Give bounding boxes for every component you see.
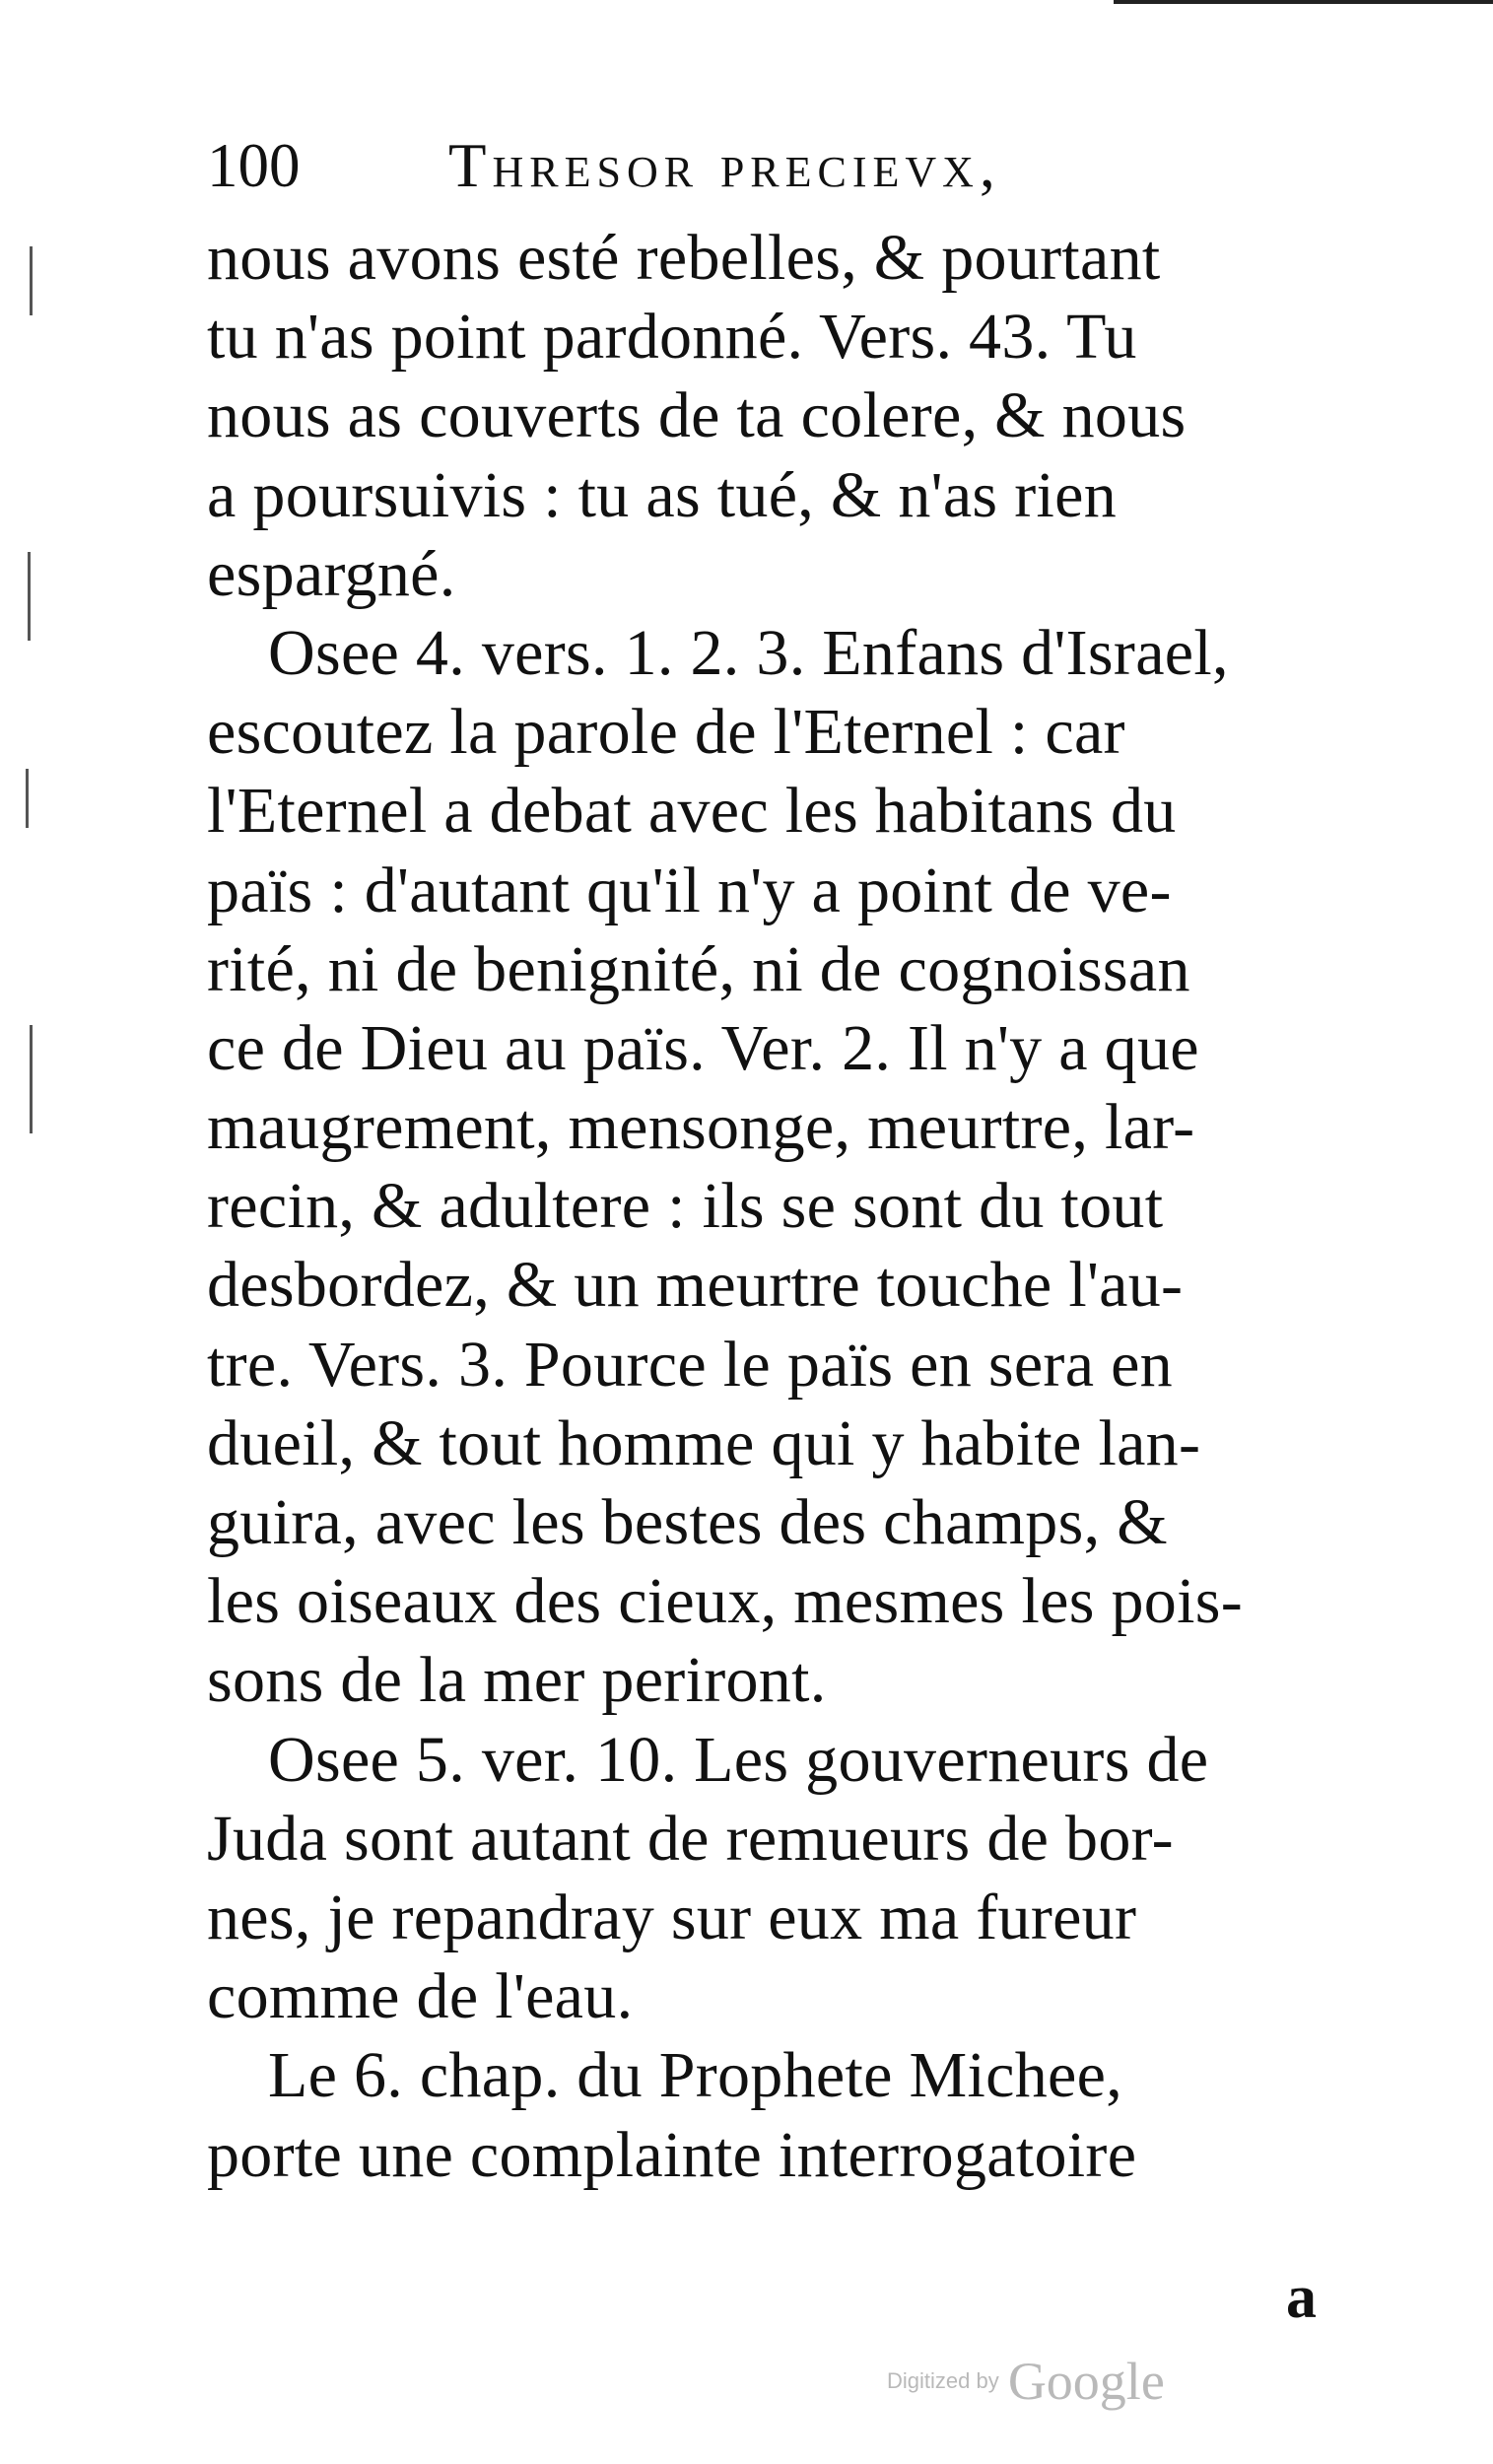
text-line: Osee 5. ver. 10. Les gouverneurs de <box>268 1723 1209 1796</box>
google-logo: Google <box>1007 2352 1165 2411</box>
text-line: nes, je repandray sur eux ma fureur <box>207 1881 1137 1953</box>
text-line: maugrement, mensonge, meurtre, lar- <box>207 1091 1195 1164</box>
text-line: les oiseaux des cieux, mesmes les pois- <box>207 1565 1243 1638</box>
page-number: 100 <box>207 131 301 200</box>
margin-speck <box>30 1025 33 1133</box>
running-header <box>207 126 1330 205</box>
text-line: tre. Vers. 3. Pource le païs en sera en <box>207 1328 1173 1401</box>
margin-speck <box>30 246 33 315</box>
margin-speck <box>28 552 31 641</box>
text-line: Osee 4. vers. 1. 2. 3. Enfans d'Israel, <box>268 616 1229 689</box>
text-line: Le 6. chap. du Prophete Michee, <box>268 2039 1123 2112</box>
margin-speck <box>26 769 29 828</box>
text-line: comme de l'eau. <box>207 1960 634 2033</box>
text-line: escoutez la parole de l'Eternel : car <box>207 696 1125 769</box>
text-line: ce de Dieu au païs. Ver. 2. Il n'y a que <box>207 1011 1199 1084</box>
text-line: recin, & adultere : ils se sont du tout <box>207 1170 1164 1243</box>
text-line: desbordez, & un meurtre touche l'au- <box>207 1249 1184 1322</box>
text-line: tu n'as point pardonné. Vers. 43. Tu <box>207 301 1137 374</box>
text-line: nous as couverts de ta colere, & nous <box>207 379 1187 452</box>
watermark-prefix: Digitized by <box>887 2368 999 2393</box>
text-line: porte une complainte interrogatoire <box>207 2118 1137 2191</box>
text-line: sons de la mer periront. <box>207 1644 827 1717</box>
text-line: nous avons esté rebelles, & pourtant <box>207 222 1161 294</box>
text-line: païs : d'autant qu'il n'y a point de ve- <box>207 854 1172 926</box>
catchword: a <box>1286 2264 1317 2331</box>
text-line: a poursuivis : tu as tué, & n'as rien <box>207 458 1118 531</box>
text-line: Juda sont autant de remueurs de bor- <box>207 1802 1174 1875</box>
text-line: espargné. <box>207 537 456 610</box>
body-text <box>207 219 1330 2249</box>
running-title: Thresor precievx, <box>448 131 1001 200</box>
text-line: l'Eternel a debat avec les habitans du <box>207 775 1177 848</box>
text-line: rité, ni de benignité, ni de cognoissan <box>207 932 1190 1005</box>
text-line: dueil, & tout homme qui y habite lan- <box>207 1406 1201 1479</box>
digitized-watermark <box>887 2351 1165 2410</box>
top-edge-rule <box>1114 0 1493 4</box>
text-line: guira, avec les bestes des champs, & <box>207 1486 1168 1558</box>
